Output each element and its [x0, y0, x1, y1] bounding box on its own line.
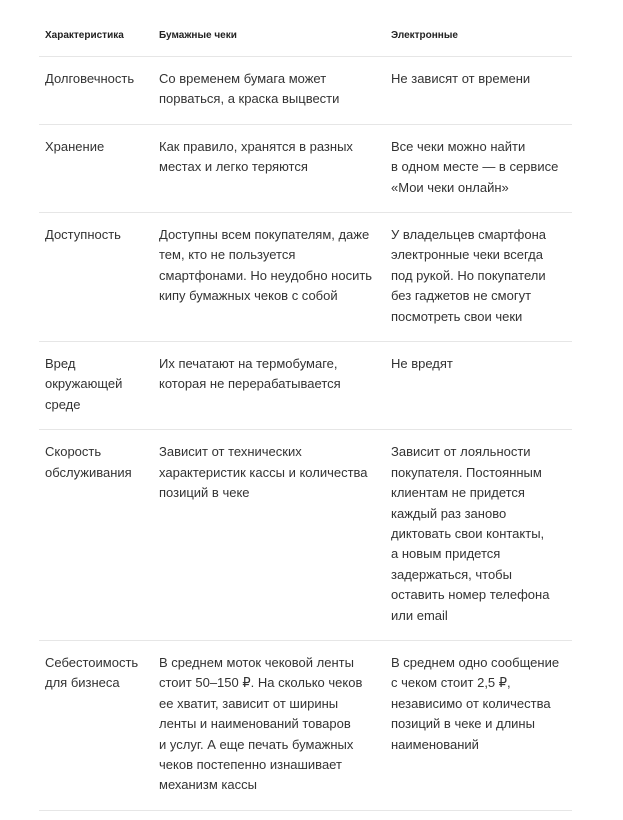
paper-cell: Со временем бумага может порваться, а краска выцвести [159, 71, 340, 107]
electronic-cell: Зависит от лояльности покупателя. Постоянным клиентам не придется каждый раз заново диктовать свои контакты, а новым придется задержаться, чтобы оставить номер телефона или email [391, 444, 550, 623]
feature-cell: Себестоимость для бизнеса [45, 654, 139, 691]
feature-cell: Доступность [45, 227, 121, 243]
paper-cell: В среднем моток чековой ленты стоит 50–150 ₽. На сколько чеков ее хватит, зависит от ширины ленты и наименований товаров и услуг. А еще печать бумажных чеков постепенно изнашивает механизм кассы [159, 654, 363, 793]
feature-cell: Долговечность [45, 71, 135, 86]
paper-cell: Доступны всем покупателям, даже тем, кто не пользуется смартфонами. Но неудобно носить кипу бумажных чеков с собой [159, 227, 373, 304]
feature-cell: Хранение [45, 138, 105, 154]
comparison-table [39, 17, 572, 811]
header-feature: Характеристика [45, 30, 124, 41]
table-row [39, 342, 572, 430]
feature-cell: Скорость обслуживания [45, 444, 132, 480]
table-header-row [39, 17, 572, 57]
electronic-cell: У владельцев смартфона электронные чеки всегда под рукой. Но покупатели без гаджетов не смогут посмотреть свои чеки [391, 227, 546, 324]
table-row [39, 430, 572, 641]
paper-cell: Зависит от технических характеристик кассы и количества позиций в чеке [159, 444, 368, 501]
electronic-cell: Не вредят [391, 356, 453, 372]
electronic-cell: Все чеки можно найти в одном месте — в сервисе «Мои чеки онлайн» [391, 138, 559, 195]
paper-cell: Как правило, хранятся в разных местах и легко теряются [159, 138, 353, 175]
table-row [39, 641, 572, 811]
table-row [39, 57, 572, 125]
table-row [39, 213, 572, 342]
electronic-cell: В среднем одно сообщение с чеком стоит 2,5 ₽, независимо от количества позиций в чеке и длины наименований [391, 654, 560, 752]
feature-cell: Вред окружающей среде [45, 356, 123, 412]
electronic-cell: Не зависят от времени [391, 71, 531, 86]
header-electronic-receipts: Электронные [391, 30, 458, 41]
paper-cell: Их печатают на термобумаге, которая не перерабатывается [159, 356, 341, 392]
header-paper-receipts: Бумажные чеки [159, 30, 237, 41]
table-row [39, 125, 572, 213]
